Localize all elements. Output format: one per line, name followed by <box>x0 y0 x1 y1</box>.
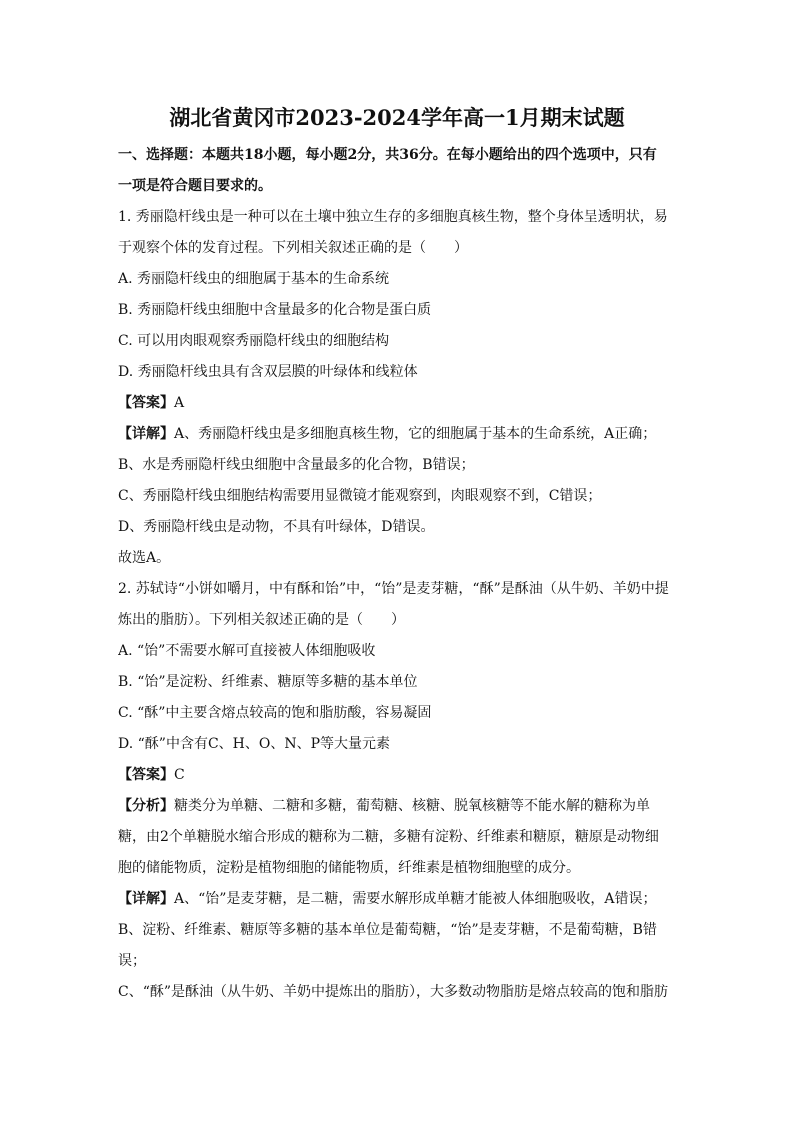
question-2-option-c: C. “酥”中主要含熔点较高的饱和脂肪酸，容易凝固 <box>118 705 432 721</box>
question-2-answer <box>118 765 678 785</box>
question-1-option-d: D. 秀丽隐杆线虫具有含双层膜的叶绿体和线粒体 <box>118 364 418 380</box>
analysis-label: 【分析】 <box>118 798 174 814</box>
question-2-detail-line-4: C、“酥”是酥油（从牛奶、羊奶中提炼出的脂肪），大多数动物脂肪是熔点较高的饱和脂肪 <box>118 984 669 1000</box>
detail-label: 【详解】 <box>118 891 174 907</box>
question-1-detail-line-4: D、秀丽隐杆线虫是动物，不具有叶绿体，D错误。 <box>118 519 435 535</box>
question-1-stem-line-2: 于观察个体的发育过程。下列相关叙述正确的是（ ） <box>118 240 468 256</box>
analysis-text: 糖类分为单糖、二糖和多糖，葡萄糖、核糖、脱氧核糖等不能水解的糖称为单 <box>174 798 650 814</box>
question-2-detail-line-3: 误； <box>118 953 146 969</box>
answer-label: 【答案】 <box>118 395 174 411</box>
question-1-detail-line-2: B、水是秀丽隐杆线虫细胞中含量最多的化合物，B错误； <box>118 457 475 473</box>
question-2-analysis-line-3: 胞的储能物质，淀粉是植物细胞的储能物质，纤维素是植物细胞壁的成分。 <box>118 860 580 876</box>
detail-text: A、秀丽隐杆线虫是多细胞真核生物，它的细胞属于基本的生命系统，A正确； <box>174 426 657 442</box>
detail-text: A、“饴”是麦芽糖，是二糖，需要水解形成单糖才能被人体细胞吸收，A错误； <box>174 891 657 907</box>
page-title: 湖北省黄冈市2023-2024学年高一1月期末试题 <box>169 105 625 130</box>
answer-label: 【答案】 <box>118 767 174 783</box>
question-1-answer <box>118 393 678 413</box>
question-2-option-a: A. “饴”不需要水解可直接被人体细胞吸收 <box>118 643 376 659</box>
answer-value: A <box>174 395 185 411</box>
question-2-analysis-line-1 <box>118 796 678 816</box>
question-1-option-b: B. 秀丽隐杆线虫细胞中含量最多的化合物是蛋白质 <box>118 302 432 318</box>
question-2-option-d: D. “酥”中含有C、H、O、N、P等大量元素 <box>118 736 391 752</box>
question-2-stem-line-2: 炼出的脂肪）。下列相关叙述正确的是（ ） <box>118 612 405 628</box>
section-heading-line-1: 一、选择题：本题共18小题，每小题2分，共36分。在每小题给出的四个选项中，只有 <box>118 147 657 163</box>
question-2-analysis-line-2: 糖，由2个单糖脱水缩合形成的糖称为二糖，多糖有淀粉、纤维素和糖原，糖原是动物细 <box>118 829 659 845</box>
question-2-stem-line-1: 2. 苏轼诗“小饼如嚼月，中有酥和饴”中，“饴”是麦芽糖，“酥”是酥油（从牛奶、羊奶中提 <box>118 581 669 597</box>
question-1-detail-line-3: C、秀丽隐杆线虫细胞结构需要用显微镜才能观察到，肉眼观察不到，C错误； <box>118 488 602 504</box>
question-1-detail-line-1 <box>118 424 678 444</box>
question-2-detail-line-1 <box>118 889 678 909</box>
question-1-stem-line-1: 1. 秀丽隐杆线虫是一种可以在土壤中独立生存的多细胞真核生物，整个身体呈透明状，易 <box>118 209 668 225</box>
question-1-option-a: A. 秀丽隐杆线虫的细胞属于基本的生命系统 <box>118 271 390 287</box>
question-1-option-c: C. 可以用肉眼观察秀丽隐杆线虫的细胞结构 <box>118 333 390 349</box>
answer-value: C <box>174 767 185 783</box>
question-2-option-b: B. “饴”是淀粉、纤维素、糖原等多糖的基本单位 <box>118 674 418 690</box>
question-2-detail-line-2: B、淀粉、纤维素、糖原等多糖的基本单位是葡萄糖，“饴”是麦芽糖，不是葡萄糖，B错 <box>118 922 657 938</box>
detail-label: 【详解】 <box>118 426 174 442</box>
section-heading-line-2: 一项是符合题目要求的。 <box>118 178 272 194</box>
question-1-detail-line-5: 故选A。 <box>118 550 171 566</box>
